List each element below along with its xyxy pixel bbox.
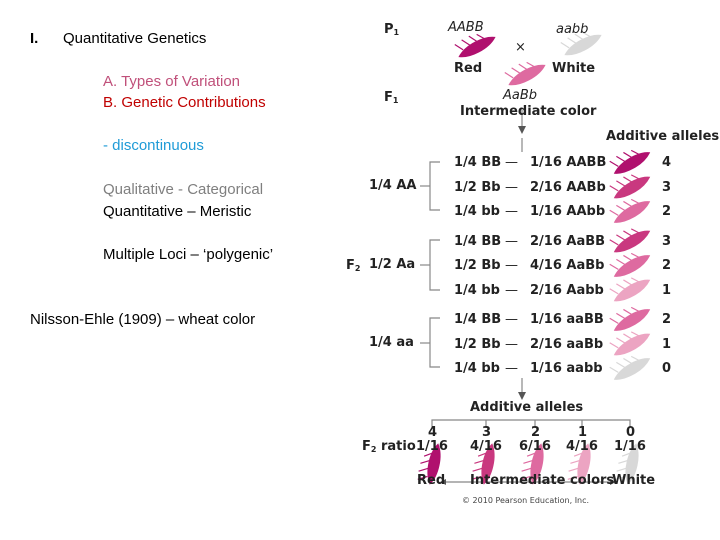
f2-b-fraction: 1/2 Bb — [454, 336, 501, 352]
item-discontinuous: - discontinuous — [103, 137, 204, 154]
p1-subscript: 1 — [393, 28, 400, 37]
f2-group-label: 1/4 aa — [369, 335, 414, 350]
f2-genotype: 1/16 aabb — [530, 361, 603, 376]
scale-right-label: White — [612, 473, 656, 488]
f2-genotype: 2/16 aaBb — [530, 336, 604, 352]
additive-alleles-header: Additive alleles — [606, 129, 720, 144]
ratio-allele-count: 1 — [578, 425, 588, 440]
ratio-allele-count: 4 — [428, 425, 438, 440]
f2-genotype: 2/16 AABb — [530, 179, 606, 195]
f2-b-fraction: 1/4 bb — [454, 361, 500, 376]
f2-generation-label — [346, 258, 360, 273]
item-nilsson-ehle: Nilsson-Ehle (1909) – wheat color — [30, 311, 256, 328]
f2-genotype: 4/16 AaBb — [530, 258, 605, 273]
f2-dash: — — [505, 258, 518, 273]
f2-dash: — — [505, 179, 518, 195]
f2-additive-allele-count: 2 — [662, 258, 672, 273]
f2-genotype: 1/16 aaBB — [530, 312, 604, 327]
ratio-fraction: 4/16 — [566, 439, 598, 454]
f2-genotype: 2/16 Aabb — [530, 282, 604, 298]
f2-dash: — — [505, 336, 518, 352]
f2-b-fraction: 1/4 BB — [454, 233, 502, 249]
f2-genotype: 1/16 AAbb — [530, 204, 606, 219]
item-qualitative: Qualitative - Categorical — [103, 181, 264, 198]
ratio-fraction: 6/16 — [519, 439, 551, 454]
parent2-phenotype: White — [552, 61, 596, 76]
ratio-allele-count: 0 — [626, 425, 636, 440]
scale-left-label: Red — [417, 473, 446, 488]
heading-number: I. — [30, 30, 39, 47]
item-types-of-variation: A. Types of Variation — [103, 73, 241, 90]
ratio-allele-count: 2 — [531, 425, 541, 440]
ratio-fraction: 1/16 — [614, 439, 646, 454]
slide-heading: Quantitative Genetics — [63, 30, 207, 47]
cross-symbol: × — [515, 40, 526, 55]
wheat-spike-icon — [609, 222, 653, 254]
wheat-spike-icon — [609, 300, 653, 332]
item-genetic-contributions: B. Genetic Contributions — [103, 94, 266, 111]
f1-genotype: AaBb — [503, 88, 538, 103]
f2-b-fraction: 1/4 bb — [454, 282, 500, 298]
ratio-allele-count: 3 — [482, 425, 492, 440]
parent2-genotype: aabb — [556, 22, 589, 37]
f2-subscript: 2 — [354, 264, 361, 273]
f2-genotype: 1/16 AABB — [530, 155, 607, 170]
f2-ratio-f: F — [362, 439, 371, 454]
f1-label: F — [384, 90, 393, 105]
f2-b-fraction: 1/2 Bb — [454, 258, 501, 273]
f2-additive-allele-count: 0 — [662, 361, 672, 376]
f2-additive-allele-count: 4 — [662, 155, 672, 170]
f2-additive-allele-count: 2 — [662, 312, 672, 327]
copyright: © 2010 Pearson Education, Inc. — [462, 496, 590, 505]
parent1-genotype: AABB — [448, 20, 484, 35]
bottom-additive-alleles-header: Additive alleles — [470, 400, 584, 415]
f2-b-fraction: 1/2 Bb — [454, 179, 501, 195]
f2-additive-allele-count: 2 — [662, 204, 672, 219]
ratio-word: ratio — [381, 439, 416, 454]
f2-dash: — — [505, 155, 518, 170]
item-quantitative: Quantitative – Meristic — [103, 203, 252, 220]
p1-label: P — [384, 22, 394, 37]
f2-genotype: 2/16 AaBB — [530, 233, 606, 249]
f1-wheat-spike-icon — [504, 56, 548, 87]
f2-additive-allele-count: 3 — [662, 179, 672, 195]
f1-generation-label — [384, 90, 398, 105]
ratio-fraction: 4/16 — [470, 439, 502, 454]
f2-dash: — — [505, 204, 518, 219]
f2-ratio-subscript: 2 — [370, 445, 377, 454]
f2-group-label: 1/2 Aa — [369, 257, 416, 272]
f2-group-label: 1/4 AA — [369, 178, 417, 193]
f2-b-fraction: 1/4 BB — [454, 312, 502, 327]
item-multiple-loci: Multiple Loci – ‘polygenic’ — [103, 246, 274, 263]
ratio-fraction: 1/16 — [416, 439, 448, 454]
f2-additive-allele-count: 3 — [662, 233, 672, 249]
f1-phenotype: Intermediate color — [460, 104, 597, 119]
f2-dash: — — [505, 312, 518, 327]
p1-generation-label — [384, 22, 399, 37]
scale-middle-label: Intermediate colors — [470, 473, 615, 488]
f2-dash: — — [505, 361, 518, 376]
parent1-phenotype: Red — [454, 61, 483, 76]
f1-subscript: 1 — [392, 96, 399, 105]
f2-b-fraction: 1/4 bb — [454, 204, 500, 219]
wheat-spike-icon — [609, 143, 653, 175]
f2-b-fraction: 1/4 BB — [454, 155, 502, 170]
f2-label: F — [346, 258, 355, 273]
f2-additive-allele-count: 1 — [662, 336, 672, 352]
f2-dash: — — [505, 233, 518, 249]
f2-dash: — — [505, 282, 518, 298]
f2-additive-allele-count: 1 — [662, 282, 672, 298]
f2-ratio-label — [362, 439, 416, 454]
